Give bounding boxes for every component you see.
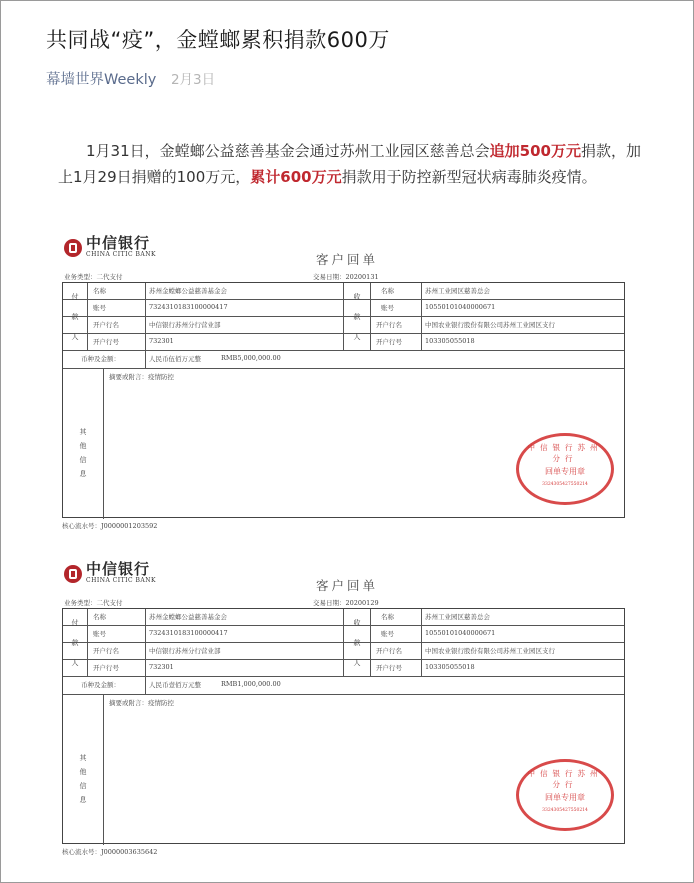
payee-bank-label: 开户行名 <box>376 647 402 655</box>
receipt-table <box>62 608 625 844</box>
payer-bank: 中信银行苏州分行营业部 <box>149 647 221 655</box>
payee-bankno-label: 开户行号 <box>376 338 402 346</box>
bank-seal-stamp <box>516 433 614 505</box>
amount-label: 币种及金额： <box>81 681 120 689</box>
bank-name-en: CHINA CITIC BANK <box>86 577 156 584</box>
amount-number: RMB1,000,000.00 <box>221 680 281 688</box>
other-info-label: 其他信息 <box>79 428 87 478</box>
payee-account: 10550101040000671 <box>425 629 496 637</box>
receipt-table <box>62 282 625 518</box>
payer-bank-label: 开户行名 <box>93 647 119 655</box>
payer-account: 7324310183100000417 <box>149 303 228 311</box>
payer-bankno-label: 开户行号 <box>93 338 119 346</box>
amount-label: 币种及金额： <box>81 355 120 363</box>
business-type: 业务类型：二代支付 <box>64 599 123 607</box>
para-text: 1月31日，金螳螂公益慈善基金会通过苏州工业园区慈善总会 <box>86 142 490 160</box>
payer-label: 付款人 <box>71 619 79 667</box>
memo-text: 摘要或附言：疫情防控 <box>109 373 174 381</box>
serial-number: 核心流水号：J0000001203592 <box>62 522 158 530</box>
payee-name: 苏州工业园区慈善总会 <box>425 613 490 621</box>
other-info-label: 其他信息 <box>79 754 87 804</box>
payee-bankno: 103305055018 <box>425 663 475 671</box>
payee-bank: 中国农业银行股份有限公司苏州工业园区支行 <box>425 321 555 329</box>
citic-logo-icon <box>64 239 82 257</box>
bank-seal-stamp <box>516 759 614 831</box>
payer-account-label: 账号 <box>93 630 106 638</box>
payer-name: 苏州金螳螂公益慈善基金会 <box>149 613 227 621</box>
bank-name-cn: 中信银行 <box>86 234 151 252</box>
payer-name-label: 名称 <box>93 613 106 621</box>
payee-bankno-label: 开户行号 <box>376 664 402 672</box>
stamp-code: 3324305427550214 <box>542 482 588 487</box>
receipt-title: 客户回单 <box>316 578 379 593</box>
serial-number: 核心流水号：J0000003635642 <box>62 848 158 856</box>
bank-name-en: CHINA CITIC BANK <box>86 251 156 258</box>
payee-name-label: 名称 <box>381 613 394 621</box>
payer-bankno: 732301 <box>149 663 174 671</box>
receipt-title: 客户回单 <box>316 252 379 267</box>
stamp-code: 3324305427550214 <box>542 808 588 813</box>
payee-account: 10550101040000671 <box>425 303 496 311</box>
bank-logo <box>64 562 156 585</box>
highlight-text: 追加500万元 <box>489 142 581 160</box>
memo-text: 摘要或附言：疫情防控 <box>109 699 174 707</box>
transaction-date: 交易日期：20200131 <box>313 273 379 281</box>
payee-bank-label: 开户行名 <box>376 321 402 329</box>
amount-text: 人民币伍佰万元整 <box>149 355 201 363</box>
payee-name-label: 名称 <box>381 287 394 295</box>
stamp-arc-text: 中信银行苏州分行 <box>527 769 603 789</box>
bank-name-cn: 中信银行 <box>86 560 151 578</box>
amount-number: RMB5,000,000.00 <box>221 354 281 362</box>
stamp-name: 回单专用章 <box>545 793 585 802</box>
business-type: 业务类型：二代支付 <box>64 273 123 281</box>
payer-name: 苏州金螳螂公益慈善基金会 <box>149 287 227 295</box>
article-title: 共同战“疫”，金螳螂累积捐款600万 <box>46 28 390 52</box>
stamp-name: 回单专用章 <box>545 467 585 476</box>
transaction-date: 交易日期：20200129 <box>313 599 379 607</box>
bank-logo <box>64 236 156 259</box>
stamp-arc-text: 中信银行苏州分行 <box>527 443 603 463</box>
payee-bankno: 103305055018 <box>425 337 475 345</box>
amount-text: 人民币壹佰万元整 <box>149 681 201 689</box>
publish-date: 2月3日 <box>170 72 216 88</box>
payee-bank: 中国农业银行股份有限公司苏州工业园区支行 <box>425 647 555 655</box>
para-text: 捐款，加上1月29日捐赠的100万元， <box>58 142 641 186</box>
article-meta <box>46 68 215 89</box>
author-link[interactable]: 幕墙世界Weekly <box>46 72 157 88</box>
citic-logo-icon <box>64 565 82 583</box>
payee-account-label: 账号 <box>381 304 394 312</box>
payer-bank: 中信银行苏州分行营业部 <box>149 321 221 329</box>
payer-bank-label: 开户行名 <box>93 321 119 329</box>
highlight-text: 累计600万元 <box>250 168 342 186</box>
payee-label: 收款人 <box>353 293 361 341</box>
payer-bankno: 732301 <box>149 337 174 345</box>
payer-account-label: 账号 <box>93 304 106 312</box>
payer-name-label: 名称 <box>93 287 106 295</box>
payee-name: 苏州工业园区慈善总会 <box>425 287 490 295</box>
payer-bankno-label: 开户行号 <box>93 664 119 672</box>
payer-label: 付款人 <box>71 293 79 341</box>
payee-account-label: 账号 <box>381 630 394 638</box>
payee-label: 收款人 <box>353 619 361 667</box>
payer-account: 7324310183100000417 <box>149 629 228 637</box>
article-paragraph <box>58 138 643 190</box>
para-text: 捐款用于防控新型冠状病毒肺炎疫情。 <box>341 168 597 186</box>
